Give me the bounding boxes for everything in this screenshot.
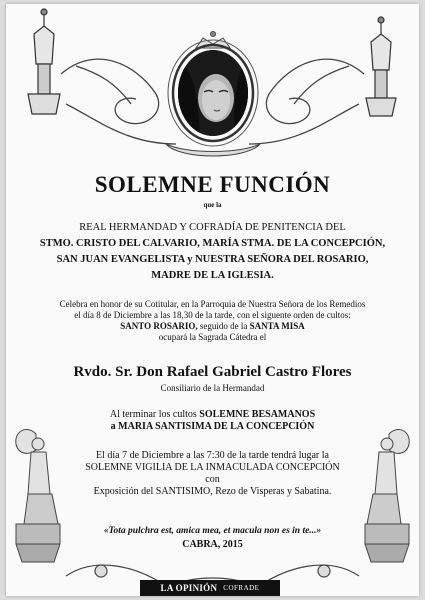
brand-sub: COFRADE [223,584,260,592]
que-la-text: que la [203,201,222,209]
seguido-text: seguido de la [197,321,250,331]
virgin-portrait-image [178,50,248,136]
hermandad-block [36,220,389,284]
predicador-name: Rvdo. Sr. Don Rafael Gabriel Castro Flores [73,364,352,380]
celebra-line-1: Celebra en honor de su Cotitular, en la Parroquia de Nuestra Señora de los Remedios [59,299,366,309]
hermandad-line-1: REAL HERMANDAD Y COFRADÍA DE PENITENCIA DEL [79,222,346,233]
santa-misa-text: SANTA MISA [249,321,305,331]
besamanos-line-2: a MARIA SANTISIMA DE LA CONCEPCIÓN [110,421,315,432]
hermandad-line-2: STMO. CRISTO DEL CALVARIO, MARÍA STMA. DE LA CONCEPCIÓN, [39,238,386,249]
besamanos-line-1 [36,409,389,421]
left-lantern-icon [28,9,60,114]
vigilia-line-3: con [205,474,220,485]
celebra-line-4: ocupará la Sagrada Cátedra el [158,332,267,342]
place-date: CABRA, 2015 [182,539,243,550]
brand-main: LA OPINIÓN [160,583,218,593]
celebra-block [36,299,389,343]
hermandad-line-4: MADRE DE LA IGLESIA. [151,270,274,281]
celebra-line-2: el día 8 de Diciembre a las 18,30 de la tarde, con el siguente orden de cultos: [74,310,351,320]
vigilia-block [36,450,389,498]
page-title: SOLEMNE FUNCIÓN [94,172,331,197]
consiliario-text: Consiliario de la Hermandad [160,383,265,393]
poster-sheet [6,4,419,596]
besamanos-block [36,409,389,433]
solemne-besamanos-text: SOLEMNE BESAMANOS [199,409,316,420]
celebra-line-3 [36,321,389,332]
santo-rosario-text: SANTO ROSARIO, [120,321,198,331]
brand-watermark [140,580,280,596]
latin-quote: «Tota pulchra est, amica mea, et macula non es in te...» [103,526,322,536]
hermandad-line-3: SAN JUAN EVANGELISTA y NUESTRA SEÑORA DEL ROSARIO, [56,254,369,265]
vigilia-line-2: SOLEMNE VIGILIA DE LA INMACULADA CONCEPCIÓN [85,462,340,473]
vigilia-line-1: El día 7 de Diciembre a las 7:30 de la tarde tendrá lugar la [96,450,329,461]
right-lantern-icon [366,17,396,116]
al-terminar-text: Al terminar los cultos [109,409,200,420]
vigilia-line-4: Exposición del SANTISIMO, Rezo de Visperas y Sabatina. [93,486,332,497]
